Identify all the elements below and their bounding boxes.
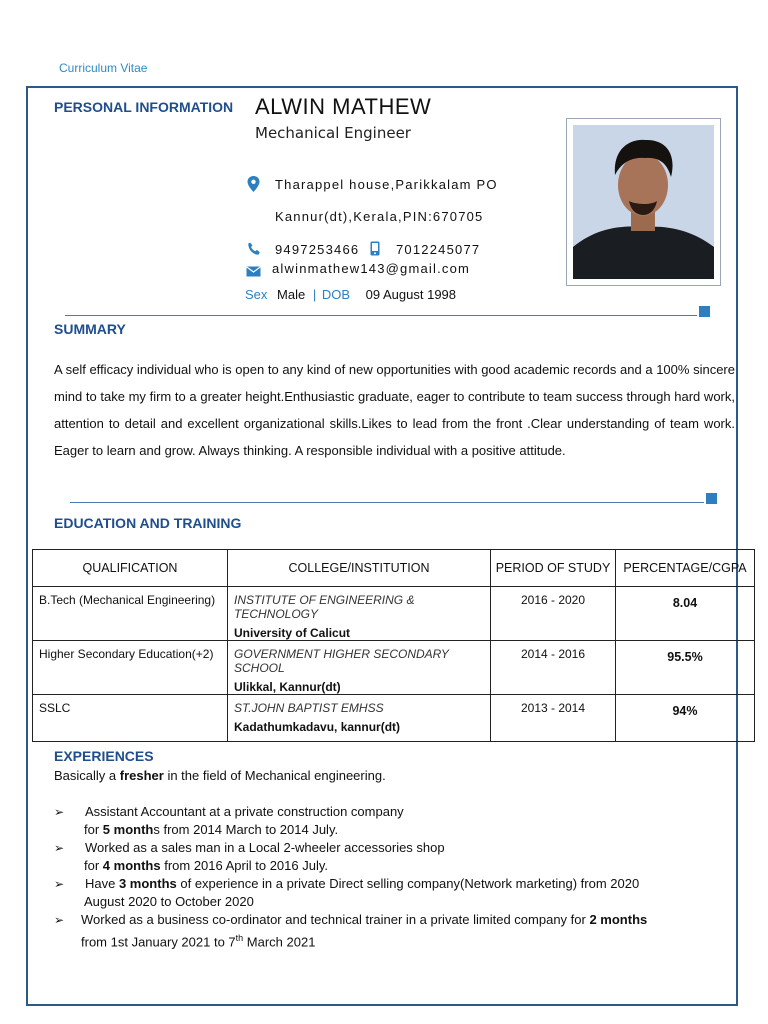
phone-number-2: 7012245077 — [396, 242, 481, 257]
score-cell: 8.04 — [616, 587, 755, 641]
qualification-cell: SSLC — [33, 695, 228, 742]
dob-value: 09 August 1998 — [365, 287, 457, 302]
intro-text: Basically a — [54, 768, 120, 783]
phone-icon — [247, 242, 261, 261]
dob-separator: | — [312, 287, 317, 302]
intro-bold-text: fresher — [119, 768, 164, 783]
experience-line: Worked as a business co-ordinator and technical trainer in a private limited company for — [81, 912, 590, 927]
institution-name: INSTITUTE OF ENGINEERING & TECHNOLOGY — [234, 593, 415, 621]
dob-label: DOB — [321, 287, 351, 302]
experience-duration: 5 month — [102, 822, 154, 837]
address-line-2: Kannur(dt),Kerala,PIN:670705 — [275, 209, 484, 224]
institution-cell — [228, 641, 491, 695]
experiences-heading: EXPERIENCES — [54, 748, 154, 764]
experience-duration: 4 months — [102, 858, 161, 873]
summary-text: A self efficacy individual who is open to any kind of new opportunities with good academic records and a 100% sincere mind to take my firm to a greater height.Enthusiastic graduate, eager to contribute to team success through hard work, attention to detail and excellent organizational skills.Likes to lead from the front .Clear understanding of team work. Eager to learn and grow. Always thinking. A responsible individual with a positive attitude. — [54, 362, 735, 458]
score-cell: 94% — [616, 695, 755, 742]
institution-location: University of Calicut — [234, 626, 351, 640]
personal-details-line — [245, 287, 456, 302]
candidate-role: Mechanical Engineer — [255, 124, 411, 142]
list-item — [54, 839, 734, 875]
arrow-bullet-icon: ➢ — [54, 913, 65, 927]
period-cell: 2013 - 2014 — [491, 695, 616, 742]
personal-info-heading: PERSONAL INFORMATION — [54, 99, 234, 115]
table-row — [33, 641, 755, 695]
institution-name: ST.JOHN BAPTIST EMHSS — [234, 701, 384, 715]
address-line-1: Tharappel house,Parikkalam PO — [275, 177, 498, 192]
sex-value: Male — [277, 287, 306, 302]
experience-line: March 2021 — [243, 934, 316, 950]
column-header: QUALIFICATION — [33, 550, 228, 587]
intro-text: in the field of Mechanical engineering. — [163, 768, 386, 783]
institution-location: Kadathumkadavu, kannur(dt) — [234, 720, 401, 734]
education-table — [32, 549, 755, 742]
education-heading: EDUCATION AND TRAINING — [54, 515, 242, 531]
summary-heading: SUMMARY — [54, 321, 126, 337]
divider-line — [70, 502, 704, 503]
location-pin-icon — [247, 176, 260, 197]
period-cell: 2016 - 2020 — [491, 587, 616, 641]
column-header: PERCENTAGE/CGPA — [616, 550, 755, 587]
experience-line: Have — [85, 876, 119, 891]
table-row — [33, 695, 755, 742]
table-row — [33, 587, 755, 641]
institution-name: GOVERNMENT HIGHER SECONDARY SCHOOL — [234, 647, 449, 675]
qualification-cell: B.Tech (Mechanical Engineering) — [33, 587, 228, 641]
experience-duration: 2 months — [589, 912, 648, 927]
experience-line: Worked as a sales man in a Local 2-wheeler accessories shop — [85, 840, 445, 855]
institution-location: Ulikkal, Kannur(dt) — [234, 680, 341, 694]
document-label: Curriculum Vitae — [59, 61, 148, 75]
experiences-intro — [54, 768, 386, 783]
experience-duration: 3 months — [118, 876, 177, 891]
experience-line: for — [84, 822, 103, 837]
experience-line: August 2020 to October 2020 — [84, 894, 254, 909]
envelope-icon — [246, 264, 261, 282]
column-header: COLLEGE/INSTITUTION — [228, 550, 491, 587]
mobile-phone-icon — [370, 241, 380, 261]
arrow-bullet-icon: ➢ — [54, 805, 65, 819]
experience-line: of experience in a private Direct selling company(Network marketing) from 2020 — [176, 876, 640, 891]
divider-marker — [706, 493, 717, 504]
list-item — [54, 875, 734, 911]
sex-label: Sex — [245, 287, 268, 302]
experience-list — [54, 803, 734, 951]
experience-line: Assistant Accountant at a private construction company — [85, 804, 404, 819]
ordinal-suffix: th — [235, 933, 244, 943]
column-header: PERIOD OF STUDY — [491, 550, 616, 587]
list-item — [54, 911, 734, 951]
arrow-bullet-icon: ➢ — [54, 841, 65, 855]
divider-marker — [699, 306, 710, 317]
period-cell: 2014 - 2016 — [491, 641, 616, 695]
phone-number-1: 9497253466 — [275, 242, 360, 257]
list-item — [54, 803, 734, 839]
table-header-row — [33, 550, 755, 587]
experience-line: from 1st January 2021 to 7 — [81, 934, 236, 950]
profile-photo — [566, 118, 721, 286]
divider-line — [65, 315, 697, 316]
qualification-cell: Higher Secondary Education(+2) — [33, 641, 228, 695]
candidate-name: ALWIN MATHEW — [255, 94, 432, 119]
institution-cell — [228, 695, 491, 742]
email-address: alwinmathew143@gmail.com — [272, 261, 471, 276]
experience-line: for — [84, 858, 103, 873]
experience-line: from 2016 April to 2016 July. — [160, 858, 329, 873]
arrow-bullet-icon: ➢ — [54, 877, 65, 891]
institution-cell — [228, 587, 491, 641]
score-cell: 95.5% — [616, 641, 755, 695]
experience-line: s from 2014 March to 2014 July. — [153, 822, 339, 837]
